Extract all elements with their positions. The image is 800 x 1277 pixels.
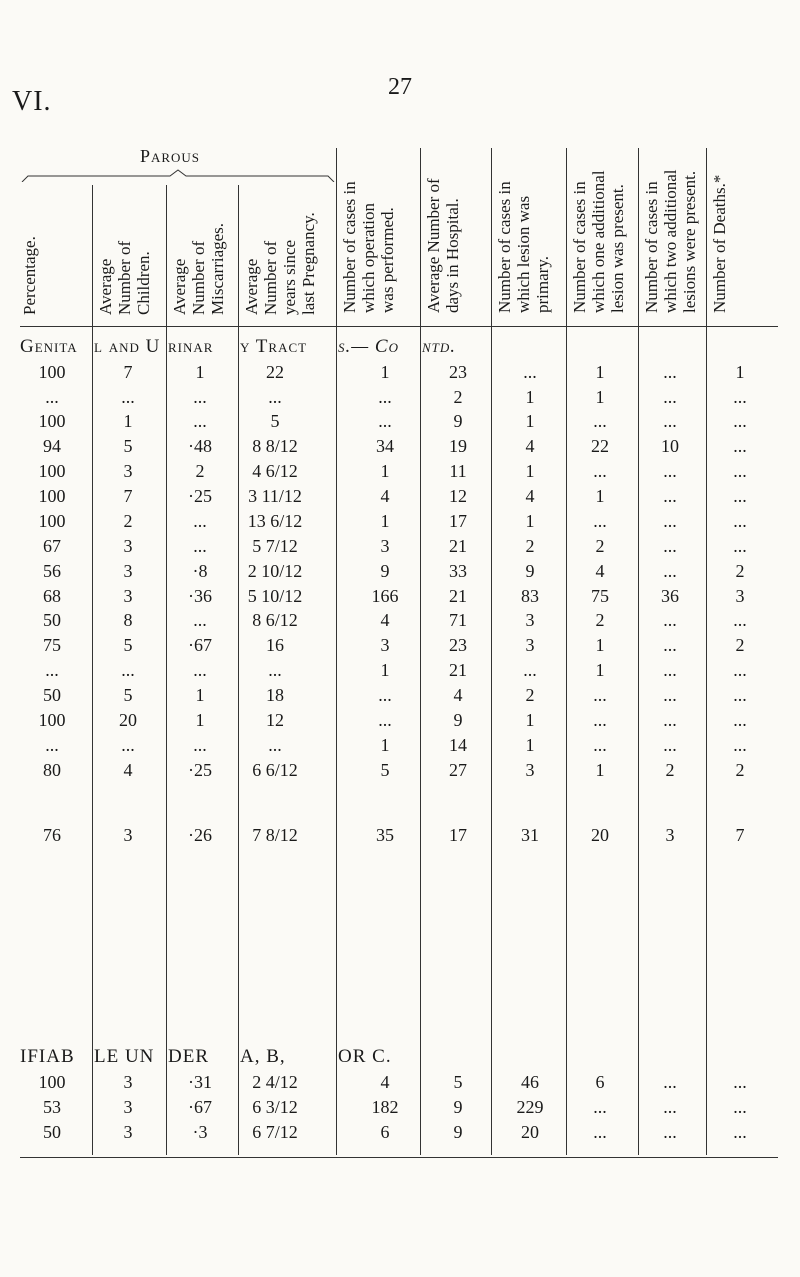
table-cell: 1 [595,760,605,780]
table-cell: ... [733,511,747,531]
column-header: Average Number of days in Hospital. [424,178,462,313]
table-cell: 3 [123,586,133,606]
table-cell: ... [121,387,135,407]
table-cell: ... [121,660,135,680]
section-title-fragment: Genita [20,336,78,357]
table-cell: 100 [38,511,66,531]
table-cell: 100 [38,411,66,431]
table-cell: ... [45,660,59,680]
table-cell: ·48 [188,436,212,456]
column-header: Average Number of Children. [96,240,153,315]
section-title-fragment: ntd. [422,336,457,357]
table-cell: ... [733,387,747,407]
table-cell: 1 [195,710,205,730]
table-cell: ... [733,436,747,456]
table-cell: 21 [449,660,467,680]
table-cell: 4 [123,760,133,780]
table-cell: ·67 [188,1097,212,1117]
table-cell: ... [733,710,747,730]
table-row [0,660,800,686]
section-title-fragment: IFIAB [20,1046,75,1067]
section-title [0,1046,800,1072]
table-cell: 12 [266,710,284,730]
table-cell: 100 [38,461,66,481]
table-cell: 2 [595,610,605,630]
table-cell: 3 [735,586,745,606]
table-cell: 4 6/12 [252,461,298,481]
table-cell: 4 [380,610,390,630]
table-cell: ... [663,362,677,382]
section-title-fragment: LE UN [94,1046,155,1067]
table-cell: 67 [43,536,61,556]
table-cell: 5 [123,436,133,456]
table-cell: ... [593,1097,607,1117]
table-cell: 20 [591,825,609,845]
table-cell: 3 [380,536,390,556]
table-row [0,387,800,413]
table-cell: ... [193,660,207,680]
table-row [0,586,800,612]
header-rule [20,326,778,327]
table-cell: ... [378,710,392,730]
section-title-fragment: s.— Co [338,336,399,357]
table-cell: 19 [449,436,467,456]
table-cell: 3 [525,635,535,655]
table-cell: 56 [43,561,61,581]
table-cell: 3 [525,760,535,780]
table-cell: 3 [123,825,133,845]
table-cell: 80 [43,760,61,780]
table-cell: 100 [38,710,66,730]
table-cell: 3 [123,1072,133,1092]
table-cell: 1 [195,685,205,705]
section-title-fragment: A, B, [240,1046,286,1067]
table-cell: 6 7/12 [252,1122,298,1142]
table-cell: 16 [266,635,284,655]
column-header: Number of Deaths.* [710,174,729,313]
table-cell: ... [663,1097,677,1117]
table-row [0,536,800,562]
table-cell: 20 [119,710,137,730]
column-header: Average Number of years since last Pregnancy. [242,212,318,315]
table-cell: ... [593,511,607,531]
table-cell: ... [733,1122,747,1142]
table-cell: 229 [516,1097,544,1117]
table-cell: 1 [525,511,535,531]
table-cell: 27 [449,760,467,780]
table-cell: 1 [525,411,535,431]
table-cell: 9 [453,411,463,431]
table-cell: ... [193,387,207,407]
table-cell: 3 [123,1097,133,1117]
table-cell: 1 [595,486,605,506]
table-cell: 1 [595,362,605,382]
table-cell: 1 [195,362,205,382]
column-header: Number of cases in which operation was performed. [340,181,397,313]
table-cell: 4 [525,436,535,456]
section-title-fragment: rinar [168,336,214,357]
table-cell: ... [593,1122,607,1142]
table-cell: 33 [449,561,467,581]
table-cell: 2 [735,760,745,780]
table-cell: 6 6/12 [252,760,298,780]
table-cell: 20 [521,1122,539,1142]
table-row [0,486,800,512]
table-cell: 5 [380,760,390,780]
table-cell: ... [45,735,59,755]
table-cell: 50 [43,610,61,630]
table-cell: 8 6/12 [252,610,298,630]
table-cell: ... [663,1122,677,1142]
table-cell: 2 [195,461,205,481]
table-cell: 23 [449,635,467,655]
table-cell: ... [733,411,747,431]
table-cell: ... [268,735,282,755]
table-cell: 3 [123,561,133,581]
table-cell: ... [733,735,747,755]
table-cell: 2 10/12 [247,561,303,581]
table-cell: 3 [123,536,133,556]
table-cell: 14 [449,735,467,755]
table-cell: ... [733,461,747,481]
table-cell: 7 [123,362,133,382]
section-title-fragment: DER [168,1046,209,1067]
table-cell: 8 [123,610,133,630]
section-title [0,336,800,362]
table-cell: 13 6/12 [247,511,303,531]
table-cell: 2 [453,387,463,407]
table-cell: 83 [521,586,539,606]
table-cell: ... [663,561,677,581]
table-row [0,561,800,587]
parous-bracket [20,168,336,182]
table-cell: 7 [123,486,133,506]
table-cell: 9 [453,1097,463,1117]
table-cell: 5 10/12 [247,586,303,606]
table-row [0,610,800,636]
table-cell: 5 [270,411,280,431]
table-cell: 50 [43,1122,61,1142]
table-cell: ... [663,536,677,556]
table-cell: ·8 [192,561,208,581]
table-cell: ... [523,660,537,680]
table-cell: 1 [735,362,745,382]
table-cell: 1 [525,735,535,755]
table-cell: ... [663,610,677,630]
table-cell: 50 [43,685,61,705]
section-title-fragment: OR C. [338,1046,392,1067]
table-cell: ... [193,411,207,431]
section-title-fragment: y Tract [240,336,308,357]
table-cell: 2 [735,561,745,581]
table-number: VI. [12,86,52,117]
table-row [0,461,800,487]
column-header: Percentage. [20,236,39,315]
table-cell: 75 [591,586,609,606]
table-cell: 182 [371,1097,399,1117]
table-cell: 4 [380,1072,390,1092]
table-cell: ... [663,660,677,680]
table-cell: ... [663,635,677,655]
table-row [0,362,800,388]
table-cell: ... [593,411,607,431]
table-cell: ... [733,1072,747,1092]
table-cell: 3 11/12 [248,486,302,506]
table-cell: 1 [380,511,390,531]
table-cell: ... [378,411,392,431]
table-cell: 1 [380,735,390,755]
table-cell: 4 [595,561,605,581]
table-cell: 1 [525,710,535,730]
table-cell: 6 [380,1122,390,1142]
table-cell: 53 [43,1097,61,1117]
table-row [0,685,800,711]
table-row [0,411,800,437]
table-cell: 9 [453,710,463,730]
table-cell: ... [663,387,677,407]
table-cell: 5 [123,635,133,655]
table-cell: 9 [453,1122,463,1142]
table-cell: 7 [735,825,745,845]
table-cell: 22 [266,362,284,382]
table-cell: 5 [453,1072,463,1092]
table-cell: ... [663,486,677,506]
table-cell: 100 [38,1072,66,1092]
table-cell: 71 [449,610,467,630]
table-cell: ... [268,387,282,407]
table-cell: 1 [525,461,535,481]
table-cell: 3 [380,635,390,655]
table-cell: 8 8/12 [252,436,298,456]
table-cell: 1 [525,387,535,407]
table-cell: ·36 [188,586,212,606]
table-cell: ... [193,610,207,630]
table-cell: 9 [380,561,390,581]
table-cell: 1 [380,660,390,680]
table-cell: ... [663,411,677,431]
table-cell: ... [45,387,59,407]
table-cell: ... [378,685,392,705]
table-cell: ... [733,685,747,705]
table-cell: 4 [453,685,463,705]
bottom-rule [20,1157,778,1158]
table-cell: 11 [449,461,467,481]
table-cell: ... [663,1072,677,1092]
table-cell: 7 8/12 [252,825,298,845]
table-cell: ... [593,461,607,481]
page-number: 27 [388,74,412,100]
table-cell: ... [663,710,677,730]
table-cell: ... [733,536,747,556]
table-cell: ... [733,486,747,506]
table-cell: 21 [449,586,467,606]
table-cell: ... [663,461,677,481]
table-cell: ... [193,536,207,556]
table-cell: 2 [123,511,133,531]
table-cell: 4 [525,486,535,506]
table-cell: ... [663,685,677,705]
table-cell: ... [663,735,677,755]
table-cell: 100 [38,486,66,506]
table-cell: 5 [123,685,133,705]
table-cell: 18 [266,685,284,705]
table-cell: 17 [449,511,467,531]
table-cell: 75 [43,635,61,655]
table-cell: 2 [525,685,535,705]
table-cell: 68 [43,586,61,606]
table-cell: 1 [595,387,605,407]
table-cell: ... [193,735,207,755]
table-cell: 2 [595,536,605,556]
table-cell: 9 [525,561,535,581]
table-cell: 1 [380,461,390,481]
table-cell: ... [733,660,747,680]
table-cell: ... [593,685,607,705]
table-cell: 3 [525,610,535,630]
table-cell: 35 [376,825,394,845]
table-cell: 22 [591,436,609,456]
table-cell: ·3 [192,1122,208,1142]
table-cell: ... [378,387,392,407]
column-header: Number of cases in which one additional lesion was present. [570,170,627,313]
table-cell: 31 [521,825,539,845]
table-cell: 100 [38,362,66,382]
table-cell: 2 [525,536,535,556]
table-cell: ... [663,511,677,531]
table-cell: 94 [43,436,61,456]
table-cell: 1 [595,660,605,680]
table-cell: 5 7/12 [252,536,298,556]
table-cell: 3 [123,461,133,481]
table-cell: 2 4/12 [252,1072,298,1092]
table-cell: ... [593,710,607,730]
table-cell: 6 [595,1072,605,1092]
table-cell: 36 [661,586,679,606]
table-row [0,825,800,851]
column-header: Average Number of Miscarriages. [170,222,227,315]
table-row [0,1097,800,1123]
table-cell: ... [593,735,607,755]
table-cell: ... [523,362,537,382]
table-cell: 6 3/12 [252,1097,298,1117]
table-row [0,1072,800,1098]
table-cell: ... [733,610,747,630]
table-row [0,436,800,462]
table-cell: ·26 [188,825,212,845]
table-cell: 76 [43,825,61,845]
table-cell: 1 [380,362,390,382]
table-cell: 21 [449,536,467,556]
table-cell: ... [733,1097,747,1117]
table-cell: 12 [449,486,467,506]
table-cell: 4 [380,486,390,506]
table-cell: ·31 [188,1072,212,1092]
table-cell: ·25 [188,486,212,506]
table-cell: 34 [376,436,394,456]
table-cell: 1 [595,635,605,655]
table-row [0,1122,800,1148]
table-cell: 1 [123,411,133,431]
group-title-parous: Parous [139,146,201,166]
table-row [0,710,800,736]
table-cell: 2 [665,760,675,780]
table-cell: 17 [449,825,467,845]
table-cell: 46 [521,1072,539,1092]
table-cell: 3 [665,825,675,845]
table-cell: 10 [661,436,679,456]
section-title-fragment: l and U [94,336,161,357]
table-cell: 3 [123,1122,133,1142]
table-cell: ·67 [188,635,212,655]
table-cell: 166 [371,586,399,606]
column-header: Number of cases in which lesion was primary. [495,181,552,313]
table-row [0,760,800,786]
table-cell: ... [121,735,135,755]
table-cell: 2 [735,635,745,655]
table-cell: ... [193,511,207,531]
table-row [0,635,800,661]
table-cell: 23 [449,362,467,382]
table-cell: ... [268,660,282,680]
table-cell: ·25 [188,760,212,780]
table-row [0,511,800,537]
table-row [0,735,800,761]
column-header: Number of cases in which two additional lesions were present. [642,169,699,313]
